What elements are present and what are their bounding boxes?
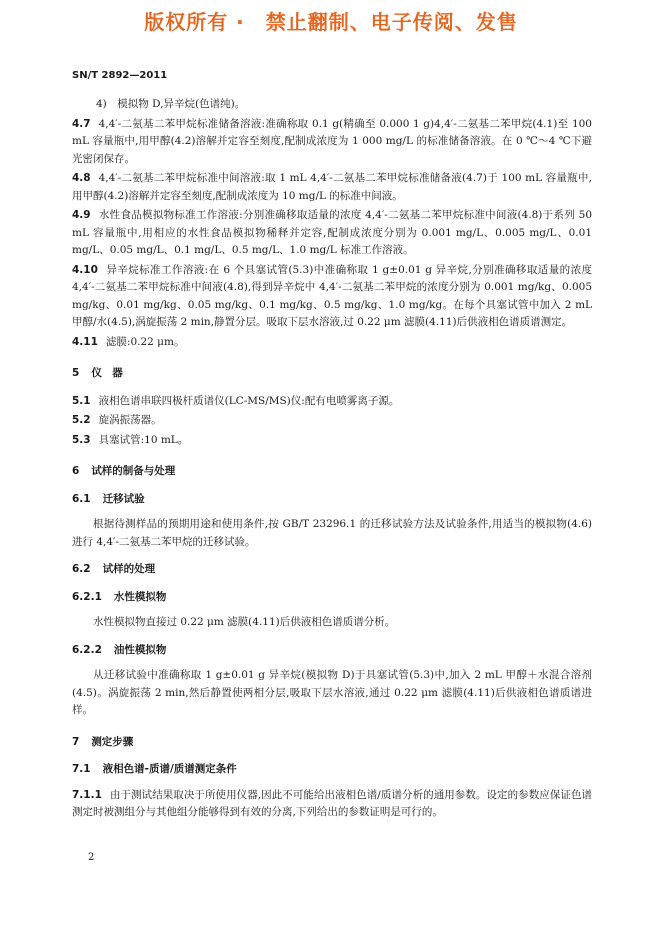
section-number: 5 — [72, 367, 80, 379]
section-title: 测定步骤 — [91, 735, 134, 748]
clause-text: 液相色谱串联四极杆质谱仪(LC-MS/MS)仪:配有电喷雾离子源。 — [98, 394, 400, 407]
clause-4-8 — [72, 170, 592, 205]
section-title: 仪 器 — [91, 367, 123, 379]
subsection-heading-6-2-1 — [72, 589, 592, 607]
clause-number: 4.10 — [72, 263, 98, 276]
clause-5-2 — [72, 412, 592, 430]
clause-text: 水性食品模拟物标准工作溶液:分别准确移取适量的浓度 4,4′-二氨基二苯甲烷标准中间液(4.8)于系列 50 mL 容量瓶中,用相应的水性食品模拟物稀释并定容,配制成浓度分别为 0.001 mg/L、0.005 mg/L、0.01 mg/L、0.05 mg/L、0.1 mg/L、0.5 mg/L、1.0 mg/L 标准工作溶液。 — [72, 209, 592, 256]
document-body — [72, 96, 592, 824]
watermark-text: 版权所有 · 禁止翻制、电子传阅、发售 — [144, 10, 518, 34]
clause-number: 4.9 — [72, 209, 91, 221]
subsection-title: 试样的处理 — [102, 563, 156, 575]
clause-number: 7.1.1 — [72, 788, 102, 801]
section-heading-5 — [72, 365, 592, 383]
subsection-title: 迁移试验 — [102, 492, 145, 505]
clause-text: 旋涡振荡器。 — [98, 414, 162, 426]
section-number: 7 — [72, 735, 80, 748]
subsection-number: 6.2.1 — [72, 590, 102, 603]
clause-4-9 — [72, 207, 592, 260]
subsection-title: 液相色谱-质谱/质谱测定条件 — [102, 763, 237, 775]
paragraph-aqueous-simulant: 水性模拟物直接过 0.22 μm 滤膜(4.11)后供液相色谱质谱分析。 — [93, 616, 396, 628]
subsection-title: 油性模拟物 — [113, 643, 167, 656]
clause-number: 5.1 — [72, 394, 91, 407]
subsection-number: 7.1 — [72, 763, 91, 775]
clause-text: 由于测试结果取决于所使用仪器,因此不可能给出液相色谱/质谱分析的通用参数。设定的参数应保证色谱测定时被测组分与其他组分能够得到有效的分离,下列给出的参数证明是可行的。 — [72, 788, 592, 818]
subsection-heading-6-2-2 — [72, 642, 592, 660]
clause-4-10 — [72, 262, 592, 332]
clause-text: 具塞试管:10 mL。 — [98, 433, 189, 446]
clause-5-3 — [72, 432, 592, 450]
clause-text: 4,4′-二氨基二苯甲烷标准中间溶液:取 1 mL 4,4′-二氨基二苯甲烷标准储备液(4.7)于 100 mL 容量瓶中,用甲醇(4.2)溶解并定容至刻度,配制成浓度为 10 mg/L 的标准中间液。 — [72, 172, 592, 202]
subsection-heading-7-1 — [72, 761, 592, 779]
clause-text: 异辛烷标准工作溶液:在 6 个具塞试管(5.3)中准确称取 1 g±0.01 g 异辛烷,分别准确移取适量的浓度 4,4′-二氨基二苯甲烷标准中间液(4.8),得到异辛烷中 4,4′-二氨基二苯甲烷的浓度分别为 0.001 mg/kg、0.005 mg/kg、0.01 mg/kg、0.05 mg/kg、0.1 mg/kg、0.5 mg/kg、1.0 mg/kg。在每个具塞试管中加入 2 mL 甲醇/水(4.5),涡旋振荡 2 min,静置分层。吸取下层水溶液,过 0.22 μm 滤膜(4.11)后供液相色谱质谱测定。 — [72, 263, 592, 328]
page-number: 2 — [88, 852, 95, 863]
clause-number: 5.2 — [72, 414, 91, 426]
watermark-banner — [0, 6, 662, 35]
section-number: 6 — [72, 465, 80, 477]
clause-number: 5.3 — [72, 433, 91, 446]
section-heading-7 — [72, 734, 592, 752]
subsection-number: 6.2.2 — [72, 643, 102, 656]
subsection-number: 6.1 — [72, 492, 91, 505]
subsection-title: 水性模拟物 — [113, 590, 167, 603]
clause-7-1-1 — [72, 787, 592, 822]
paragraph-oil-simulant: 从迁移试验中准确称取 1 g±0.01 g 异辛烷(模拟物 D)于具塞试管(5.3)中,加入 2 mL 甲醇＋水混合溶剂(4.5)。涡旋振荡 2 min,然后静置使两相分层,吸取下层水溶液,通过 0.22 μm 滤膜(4.11)后供液相色谱质谱进样。 — [72, 669, 592, 716]
clause-number: 4.7 — [72, 117, 91, 130]
clause-5-1 — [72, 393, 592, 411]
clause-text: 4,4′-二氨基二苯甲烷标准储备溶液:准确称取 0.1 g(精确至 0.000 1 g)4,4′-二氨基二苯甲烷(4.1)至 100 mL 容量瓶中,用甲醇(4.2)溶解并定容至刻度,配制成浓度为 1 000 mg/L 的标准储备溶液。在 0 ℃～4 ℃下避光密闭保存。 — [72, 117, 592, 165]
subsection-heading-6-1 — [72, 491, 592, 509]
subsection-number: 6.2 — [72, 563, 91, 575]
clause-number: 4.8 — [72, 172, 91, 184]
clause-4-11 — [72, 334, 592, 352]
clause-text: 滤膜:0.22 μm。 — [105, 335, 185, 348]
clause-number: 4.11 — [72, 335, 98, 348]
subsection-heading-6-2 — [72, 561, 592, 579]
clause-4-7 — [72, 116, 592, 169]
section-heading-6 — [72, 463, 592, 481]
list-item-simulant-d: 4) 模拟物 D,异辛烷(色谱纯)。 — [96, 98, 246, 110]
standard-number: SN/T 2892—2011 — [72, 70, 168, 81]
paragraph-migration-test: 根据待测样品的预期用途和使用条件,按 GB/T 23296.1 的迁移试验方法及试验条件,用适当的模拟物(4.6)进行 4,4′-二氨基二苯甲烷的迁移试验。 — [72, 518, 592, 548]
section-title: 试样的制备与处理 — [91, 465, 176, 477]
